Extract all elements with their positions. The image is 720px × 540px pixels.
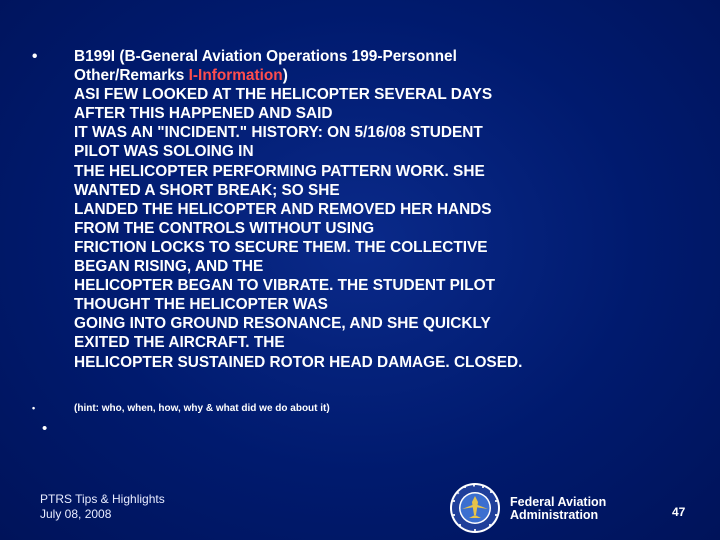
footer-date: July 08, 2008: [40, 507, 112, 521]
text-line: THE HELICOPTER PERFORMING PATTERN WORK. SHE: [74, 162, 485, 180]
text-fragment: Other/Remarks: [74, 67, 189, 85]
text-line: GOING INTO GROUND RESONANCE, AND SHE QUICKLY: [74, 315, 491, 333]
org-name-line: Administration: [510, 508, 599, 522]
main-bullet-text: [74, 47, 694, 372]
text-line: AFTER THIS HAPPENED AND SAID: [74, 105, 333, 123]
faa-seal-icon: [449, 482, 501, 534]
text-line: FRICTION LOCKS TO SECURE THEM. THE COLLECTIVE: [74, 238, 488, 256]
footer-title-block: [40, 492, 165, 522]
faa-name-block: [510, 496, 606, 522]
text-line: THOUGHT THE HELICOPTER WAS: [74, 296, 328, 314]
text-line: PILOT WAS SOLOING IN: [74, 143, 254, 161]
text-line: HELICOPTER SUSTAINED ROTOR HEAD DAMAGE. CLOSED.: [74, 353, 523, 371]
empty-bullet: •: [42, 420, 48, 437]
bullet-marker: •: [32, 403, 36, 413]
text-line: HELICOPTER BEGAN TO VIBRATE. THE STUDENT PILOT: [74, 277, 495, 295]
text-line: EXITED THE AIRCRAFT. THE: [74, 334, 285, 352]
text-line: [74, 66, 694, 85]
bullet-marker: •: [32, 48, 38, 65]
text-line: IT WAS AN "INCIDENT." HISTORY: ON 5/16/08 STUDENT: [74, 124, 483, 142]
text-line: FROM THE CONTROLS WITHOUT USING: [74, 219, 375, 237]
footer-title: PTRS Tips & Highlights: [40, 492, 165, 506]
text-line: B199I (B-General Aviation Operations 199-Personnel: [74, 48, 457, 65]
highlighted-term: I-Information: [188, 67, 283, 85]
page-number: 47: [672, 505, 686, 519]
text-line: BEGAN RISING, AND THE: [74, 258, 264, 276]
text-line: ASI FEW LOOKED AT THE HELICOPTER SEVERAL DAYS: [74, 86, 493, 104]
text-line: WANTED A SHORT BREAK; SO SHE: [74, 181, 340, 199]
text-line: LANDED THE HELICOPTER AND REMOVED HER HANDS: [74, 200, 492, 218]
text-fragment: ): [282, 67, 288, 85]
hint-text: (hint: who, when, how, why & what did we do about it): [74, 403, 330, 414]
org-name-line: Federal Aviation: [510, 495, 607, 509]
